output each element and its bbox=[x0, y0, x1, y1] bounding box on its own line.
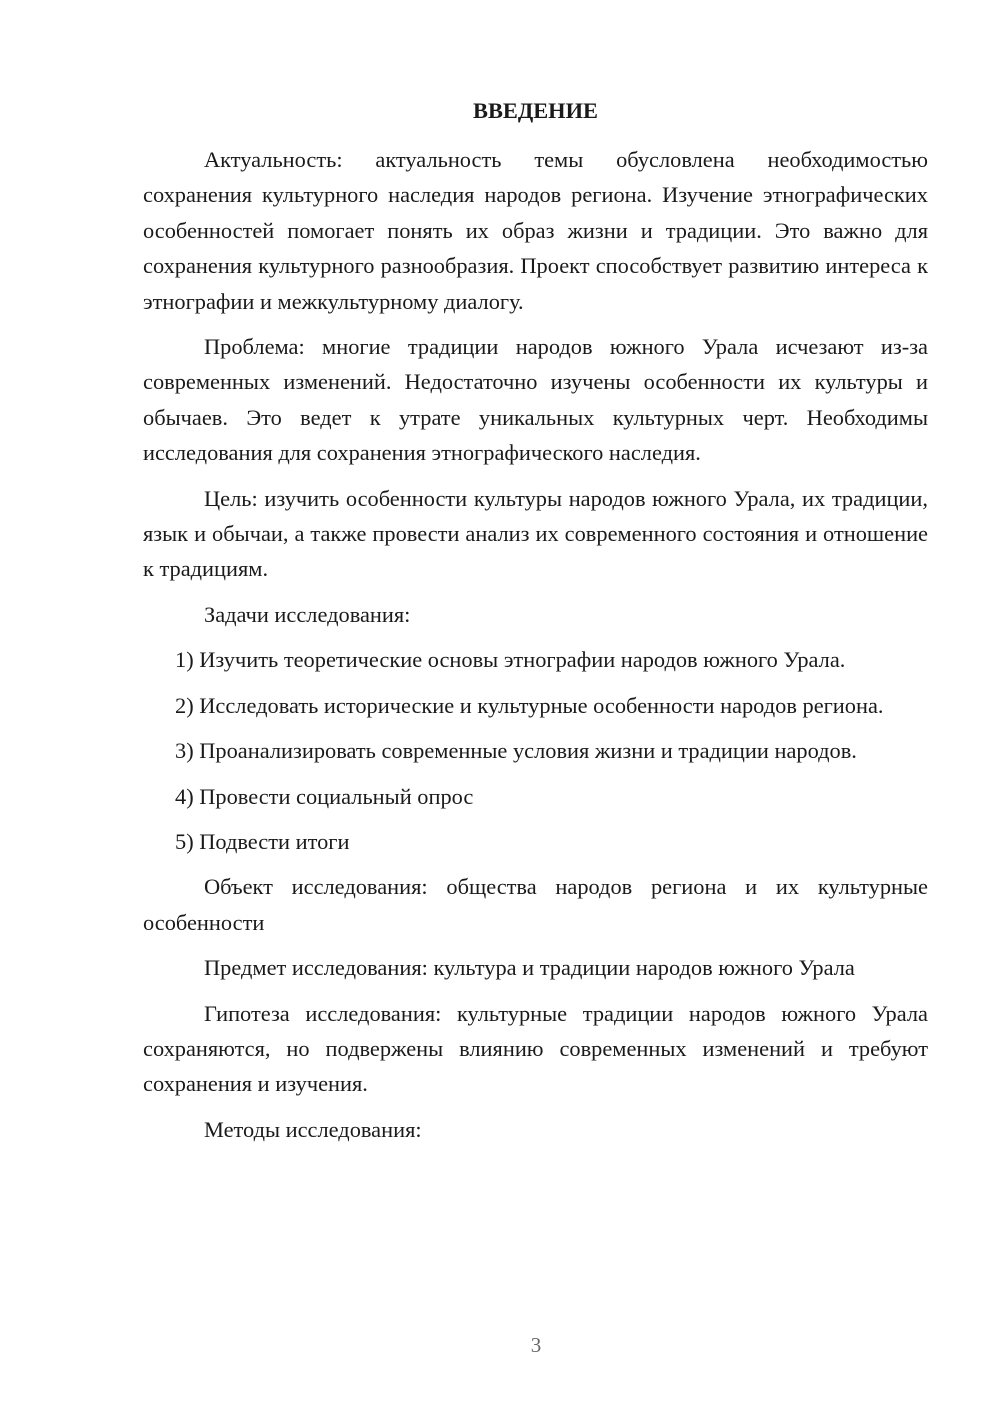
task-item-1: 1) Изучить теоретические основы этнографии народов южного Урала. bbox=[175, 647, 846, 673]
document-page bbox=[143, 92, 928, 1147]
relevance-paragraph: Актуальность: актуальность темы обусловлена необходимостью сохранения культурного наследия народов региона. Изучение этнографических особенностей помогает понять их образ жизни и традиции. Это важно для сохранения культурного разнообразия. Проект способствует развитию интереса к этнографии и межкультурному диалогу. bbox=[143, 147, 928, 314]
methods-heading: Методы исследования: bbox=[204, 1116, 422, 1142]
task-item-3: 3) Проанализировать современные условия жизни и традиции народов. bbox=[175, 738, 857, 764]
task-item-4: 4) Провести социальный опрос bbox=[175, 783, 474, 809]
section-title: ВВЕДЕНИЕ bbox=[473, 98, 598, 123]
object-paragraph: Объект исследования: общества народов региона и их культурные особенности bbox=[143, 874, 928, 935]
goal-paragraph: Цель: изучить особенности культуры народов южного Урала, их традиции, язык и обычаи, а также провести анализ их современного состояния и отношение к традициям. bbox=[143, 485, 928, 582]
hypothesis-paragraph: Гипотеза исследования: культурные традиции народов южного Урала сохраняются, но подвержены влиянию современных изменений и требуют сохранения и изучения. bbox=[143, 1000, 928, 1097]
problem-paragraph: Проблема: многие традиции народов южного Урала исчезают из-за современных изменений. Недостаточно изучены особенности их культуры и обычаев. Это ведет к утрате уникальных культурных черт. Необходимы исследования для сохранения этнографического наследия. bbox=[143, 334, 928, 466]
subject-paragraph: Предмет исследования: культура и традиции народов южного Урала bbox=[204, 955, 855, 981]
tasks-heading: Задачи исследования: bbox=[204, 601, 411, 627]
task-item-2: 2) Исследовать исторические и культурные особенности народов региона. bbox=[175, 692, 884, 718]
task-item-5: 5) Подвести итоги bbox=[175, 828, 350, 854]
page-number: 3 bbox=[530, 1333, 542, 1357]
